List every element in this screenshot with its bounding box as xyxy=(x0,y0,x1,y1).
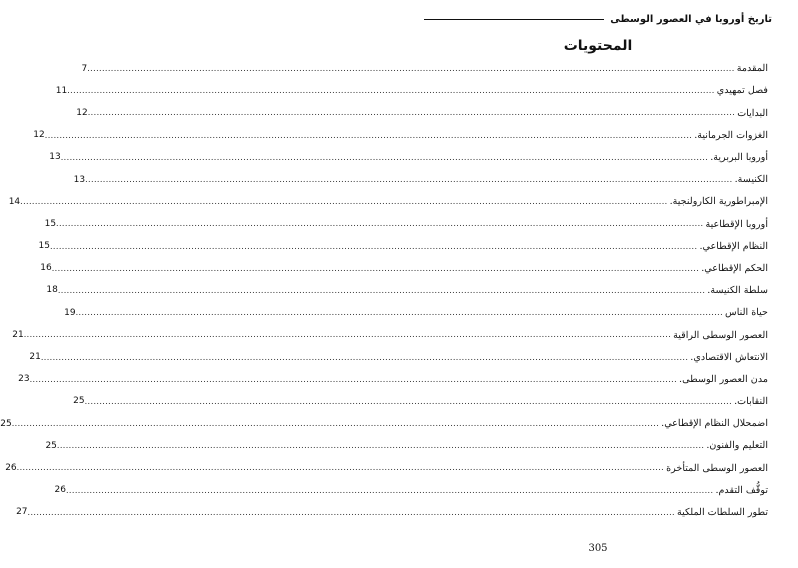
toc-entry-page: 11 xyxy=(55,85,68,96)
toc-entry[interactable] xyxy=(73,391,768,413)
toc-entry-title: توقُّف التقدم. xyxy=(715,484,768,496)
toc-entry-page: 7 xyxy=(81,63,88,74)
toc-entry-title: أوروبا الإقطاعية xyxy=(705,218,768,230)
toc-entry-title: سلطة الكنيسة. xyxy=(707,285,768,297)
dot-leader: ............................................................................................................................................................................................................................ xyxy=(23,330,672,340)
toc-entry-page: 23 xyxy=(18,374,30,385)
toc-entry-page: 18 xyxy=(46,285,58,296)
toc-entry[interactable] xyxy=(49,147,768,169)
toc-entry[interactable] xyxy=(64,302,768,324)
toc-entry-page: 25 xyxy=(73,396,85,407)
toc-entry[interactable] xyxy=(81,58,768,80)
toc-entry-title: الحكم الإقطاعي. xyxy=(701,262,768,274)
toc-entry[interactable] xyxy=(29,346,768,368)
dot-leader: ............................................................................................................................................................................................................................ xyxy=(57,285,706,295)
toc-entry-page: 19 xyxy=(64,307,76,318)
dot-leader: ............................................................................................................................................................................................................................ xyxy=(65,485,714,495)
toc-entry-title: الانتعاش الاقتصادي. xyxy=(690,351,768,363)
page-number: 305 xyxy=(588,543,608,554)
toc-entry-page: 12 xyxy=(76,107,88,118)
table-of-contents xyxy=(0,58,768,524)
running-header xyxy=(424,11,772,27)
dot-leader: ............................................................................................................................................................................................................................ xyxy=(29,374,678,384)
toc-entry-page: 16 xyxy=(40,263,52,274)
toc-entry-title: مدن العصور الوسطى. xyxy=(679,373,768,385)
dot-leader: ............................................................................................................................................................................................................................ xyxy=(60,152,709,162)
toc-entry[interactable] xyxy=(8,191,768,213)
toc-entry-page: 14 xyxy=(8,196,21,207)
dot-leader: ............................................................................................................................................................................................................................ xyxy=(11,419,660,429)
toc-entry[interactable] xyxy=(46,280,768,302)
toc-entry-page: 25 xyxy=(45,440,57,451)
toc-entry-page: 12 xyxy=(33,130,45,141)
toc-entry-page: 21 xyxy=(29,352,41,363)
toc-entry-title: الكنيسة. xyxy=(734,174,768,186)
dot-leader: ............................................................................................................................................................................................................................ xyxy=(51,263,700,273)
toc-entry-title: حياة الناس xyxy=(725,307,768,319)
toc-entry-title: الإمبراطورية الكارولنجية. xyxy=(669,196,768,208)
toc-entry[interactable] xyxy=(5,457,768,479)
toc-entry-page: 26 xyxy=(5,462,17,473)
toc-entry-page: 13 xyxy=(49,152,61,163)
dot-leader: ............................................................................................................................................................................................................................ xyxy=(20,197,668,207)
dot-leader: ............................................................................................................................................................................................................................ xyxy=(87,64,735,74)
dot-leader: ............................................................................................................................................................................................................................ xyxy=(56,219,704,229)
dot-leader: ............................................................................................................................................................................................................................ xyxy=(44,130,693,140)
header-rule xyxy=(424,19,604,20)
toc-entry[interactable] xyxy=(18,369,768,391)
toc-entry[interactable] xyxy=(73,169,768,191)
toc-entry-title: النقابات. xyxy=(734,396,768,408)
toc-entry-title: العصور الوسطى المتأخرة xyxy=(666,462,768,474)
toc-entry[interactable] xyxy=(0,413,768,435)
toc-entry-title: فصل تمهيدي xyxy=(716,85,768,97)
toc-entry-page: 25 xyxy=(0,418,12,429)
toc-entry-title: اضمحلال النظام الإقطاعي. xyxy=(661,418,768,430)
dot-leader: ............................................................................................................................................................................................................................ xyxy=(49,241,698,251)
toc-entry[interactable] xyxy=(12,324,768,346)
toc-entry[interactable] xyxy=(76,102,768,124)
toc-entry-page: 26 xyxy=(54,485,66,496)
toc-entry-title: المقدمة xyxy=(736,63,768,75)
toc-entry-page: 27 xyxy=(16,507,28,518)
toc-entry-page: 15 xyxy=(38,241,50,252)
running-header-title: تاريخ أوروبا في العصور الوسطى xyxy=(610,13,772,25)
toc-entry-page: 21 xyxy=(12,329,24,340)
dot-leader: ............................................................................................................................................................................................................................ xyxy=(75,308,724,318)
toc-entry-page: 13 xyxy=(73,174,86,185)
dot-leader: ............................................................................................................................................................................................................................ xyxy=(40,352,689,362)
toc-entry[interactable] xyxy=(45,435,768,457)
toc-entry-title: العصور الوسطى الراقية xyxy=(673,329,768,341)
toc-entry-page: 15 xyxy=(44,218,57,229)
page-title: المحتويات xyxy=(563,38,633,54)
toc-entry[interactable] xyxy=(44,213,768,235)
dot-leader: ............................................................................................................................................................................................................................ xyxy=(67,86,715,96)
dot-leader: ............................................................................................................................................................................................................................ xyxy=(16,463,665,473)
toc-entry-title: الغزوات الجرمانية. xyxy=(694,129,768,141)
toc-entry-title: البدايات xyxy=(737,107,768,119)
toc-entry[interactable] xyxy=(33,125,768,147)
dot-leader: ............................................................................................................................................................................................................................ xyxy=(27,507,675,517)
toc-entry[interactable] xyxy=(55,80,768,102)
dot-leader: ............................................................................................................................................................................................................................ xyxy=(85,175,733,185)
toc-entry-title: أوروبا البربرية. xyxy=(710,152,768,164)
toc-entry-title: التعليم والفنون. xyxy=(706,440,768,452)
dot-leader: ............................................................................................................................................................................................................................ xyxy=(56,441,705,451)
toc-entry[interactable] xyxy=(40,258,768,280)
dot-leader: ............................................................................................................................................................................................................................ xyxy=(87,108,736,118)
toc-entry-title: النظام الإقطاعي. xyxy=(699,240,768,252)
dot-leader: ............................................................................................................................................................................................................................ xyxy=(84,396,733,406)
toc-entry[interactable] xyxy=(16,502,768,524)
toc-entry[interactable] xyxy=(38,236,768,258)
toc-entry-title: تطور السلطات الملكية xyxy=(676,507,768,519)
toc-entry[interactable] xyxy=(54,480,768,502)
